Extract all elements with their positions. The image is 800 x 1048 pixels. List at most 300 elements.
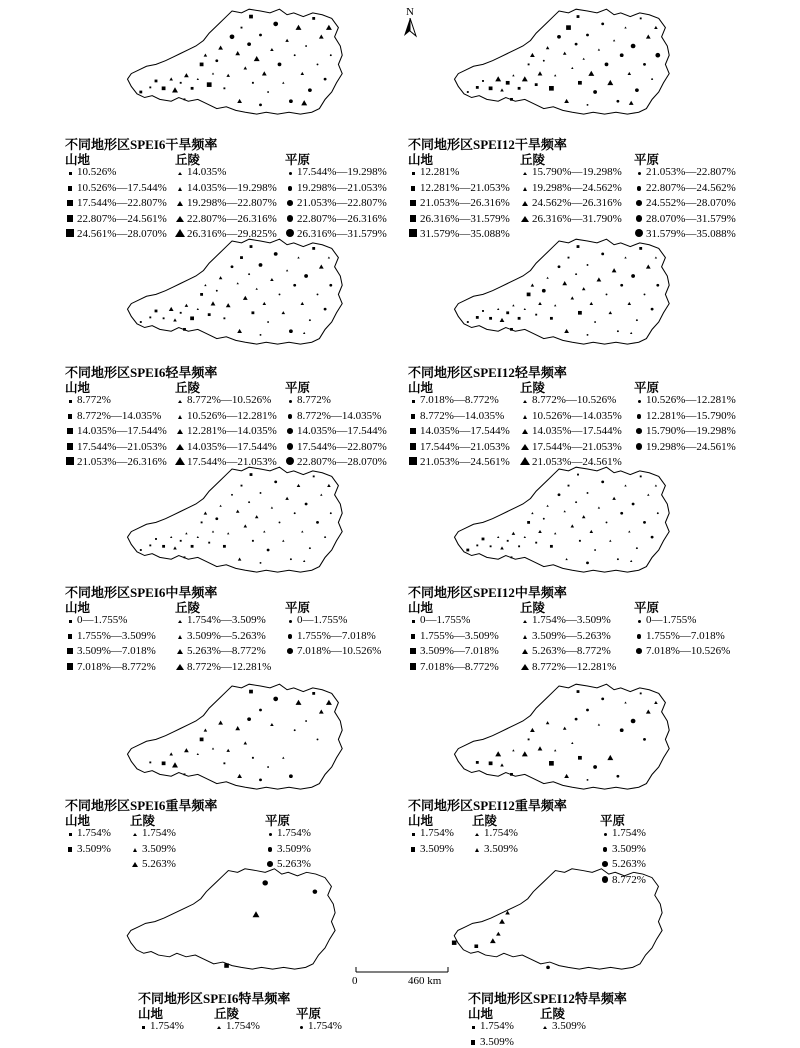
- legend-title-10: 不同地形区SPEI12特旱频率: [468, 991, 627, 1006]
- legend-symbol: [408, 661, 418, 673]
- legend-value: 14.035%—17.544%: [77, 425, 167, 437]
- station-marker: [522, 751, 528, 756]
- station-marker: [223, 317, 225, 319]
- station-marker: [643, 63, 646, 66]
- legend-value: 15.790%—19.298%: [646, 425, 736, 437]
- station-marker: [282, 540, 284, 542]
- legend-circle-icon: [638, 172, 641, 175]
- station-marker: [609, 311, 613, 314]
- station-marker: [226, 749, 230, 752]
- legend-value: 5.263%—8.772%: [187, 645, 266, 657]
- legend-item-plain: [634, 166, 736, 178]
- station-marker: [564, 510, 566, 512]
- legend-item-mountain: [65, 394, 111, 406]
- legend-item-plain: [285, 394, 331, 406]
- station-marker: [204, 511, 208, 514]
- station-marker: [586, 562, 589, 565]
- legend-item-mountain: [65, 425, 167, 437]
- station-marker: [601, 698, 604, 701]
- legend-item-plain: [296, 1020, 342, 1032]
- legend-symbol: [265, 827, 275, 839]
- station-marker: [191, 87, 194, 90]
- legend-item-hill: [175, 630, 266, 642]
- region-outline: [455, 239, 670, 344]
- station-marker: [546, 505, 548, 507]
- station-marker: [579, 540, 581, 542]
- legend-triangle-icon: [178, 620, 182, 623]
- station-marker: [297, 484, 301, 487]
- station-marker: [598, 49, 600, 51]
- station-marker: [598, 507, 600, 509]
- station-marker: [270, 278, 274, 281]
- station-marker: [612, 497, 616, 500]
- legend-header-mountain: 山地: [408, 153, 434, 167]
- legend-value: 31.579%—35.088%: [420, 228, 510, 240]
- legend-triangle-icon: [133, 833, 137, 836]
- legend-symbol: [214, 1020, 224, 1032]
- legend-triangle-icon: [133, 848, 137, 852]
- station-marker: [247, 42, 251, 46]
- legend-item-mountain: [408, 441, 510, 453]
- station-marker: [172, 762, 178, 767]
- legend-square-icon: [66, 457, 74, 465]
- station-marker: [578, 756, 582, 760]
- legend-value: 14.035%—17.544%: [532, 425, 622, 437]
- legend-circle-icon: [287, 200, 293, 206]
- station-marker: [531, 512, 533, 514]
- legend-symbol: [175, 661, 185, 673]
- legend-circle-icon: [286, 457, 294, 465]
- station-marker: [510, 328, 513, 331]
- station-marker: [184, 748, 189, 752]
- station-marker: [260, 492, 262, 494]
- station-marker: [330, 54, 332, 56]
- station-marker: [629, 101, 634, 105]
- legend-symbol: [600, 827, 610, 839]
- station-marker: [476, 86, 479, 89]
- station-marker: [190, 316, 194, 320]
- legend-square-icon: [411, 186, 415, 190]
- legend-square-icon: [410, 663, 417, 670]
- station-marker: [628, 72, 632, 75]
- station-marker: [624, 256, 626, 258]
- station-marker: [482, 310, 484, 312]
- legend-symbol: [408, 645, 418, 657]
- legend-value: 1.754%—3.509%: [532, 614, 611, 626]
- legend-value: 17.544%—19.298%: [297, 166, 387, 178]
- legend-circle-icon: [289, 400, 292, 403]
- region-outline: [455, 9, 670, 114]
- legend-value: 22.807%—26.316%: [297, 212, 387, 225]
- legend-value: 28.070%—31.579%: [646, 212, 736, 225]
- station-marker: [500, 546, 504, 549]
- legend-circle-icon: [637, 186, 641, 190]
- legend-square-icon: [410, 428, 416, 434]
- legend-value: 8.772%—10.526%: [187, 394, 272, 406]
- legend-symbol: [472, 827, 482, 839]
- legend-square-icon: [67, 443, 74, 450]
- legend-item-hill: [520, 661, 616, 673]
- legend-triangle-icon: [176, 216, 184, 222]
- station-marker: [324, 308, 327, 311]
- legend-item-hill: [175, 197, 277, 209]
- station-marker: [285, 497, 289, 500]
- station-marker: [197, 78, 199, 80]
- legend-item-plain: [634, 197, 736, 209]
- legend-value: 3.509%—5.263%: [187, 629, 266, 642]
- legend-item-plain: [265, 858, 311, 870]
- station-marker: [267, 549, 270, 552]
- station-marker: [527, 293, 531, 297]
- legend-value: 0—1.755%: [420, 614, 471, 626]
- legend-value: 5.263%—8.772%: [532, 645, 611, 657]
- station-marker: [565, 558, 567, 560]
- station-marker: [173, 546, 177, 549]
- station-marker: [238, 557, 242, 560]
- station-marker: [184, 773, 186, 775]
- legend-item-plain: [600, 827, 646, 839]
- station-marker: [452, 941, 457, 945]
- legend-triangle-icon: [177, 429, 183, 434]
- station-marker: [639, 247, 642, 250]
- region-outline: [455, 467, 670, 572]
- legend-circle-icon: [268, 847, 272, 851]
- legend-square-icon: [411, 847, 415, 851]
- legend-header-mountain: 山地: [408, 381, 434, 395]
- station-marker: [624, 484, 626, 486]
- station-marker: [309, 547, 311, 549]
- legend-symbol: [65, 394, 75, 406]
- station-marker: [241, 27, 243, 29]
- station-marker: [564, 99, 569, 103]
- legend-circle-icon: [636, 215, 643, 222]
- station-marker: [224, 963, 229, 967]
- legend-header-plain: 平原: [600, 814, 626, 828]
- legend-header-mountain: 山地: [65, 601, 91, 615]
- station-marker: [624, 26, 626, 28]
- station-marker: [227, 532, 229, 534]
- station-marker: [495, 751, 501, 756]
- legend-circle-icon: [603, 847, 607, 851]
- legend-symbol: [408, 394, 418, 406]
- legend-item-hill: [520, 630, 611, 642]
- legend-item-hill: [175, 661, 271, 673]
- station-marker: [231, 494, 233, 496]
- legend-item-hill: [175, 645, 266, 657]
- legend-symbol: [520, 410, 530, 422]
- station-marker: [542, 289, 546, 293]
- station-marker: [180, 82, 182, 84]
- legend-item-mountain: [65, 410, 161, 422]
- station-marker: [282, 757, 284, 759]
- station-marker: [538, 71, 543, 75]
- station-marker: [327, 484, 331, 487]
- station-marker: [582, 515, 586, 518]
- station-marker: [631, 719, 636, 724]
- legend-square-icon: [68, 634, 72, 638]
- legend-item-mountain: [408, 166, 459, 178]
- station-marker: [550, 317, 553, 320]
- station-marker: [568, 257, 570, 259]
- legend-triangle-icon: [523, 635, 527, 639]
- legend-square-icon: [68, 847, 72, 851]
- station-marker: [593, 765, 597, 769]
- legend-value: 22.807%—28.070%: [297, 456, 387, 468]
- legend-square-icon: [69, 620, 72, 623]
- legend-item-mountain: [65, 182, 167, 194]
- legend-item-mountain: [65, 197, 167, 209]
- legend-circle-icon: [638, 620, 641, 623]
- station-marker: [235, 726, 240, 730]
- station-marker: [326, 700, 332, 705]
- station-marker: [538, 302, 542, 305]
- legend-symbol: [175, 441, 185, 453]
- station-marker: [643, 521, 646, 524]
- station-marker: [632, 503, 635, 506]
- station-marker: [249, 15, 253, 19]
- legend-symbol: [130, 827, 140, 839]
- station-marker: [522, 76, 528, 81]
- station-marker: [197, 753, 199, 755]
- station-marker: [260, 562, 262, 564]
- legend-item-plain: [285, 182, 387, 194]
- legend-value: 8.772%: [77, 394, 111, 406]
- station-marker: [577, 15, 580, 18]
- legend-circle-icon: [300, 1026, 303, 1029]
- legend-value: 3.509%: [77, 842, 111, 855]
- station-marker: [474, 944, 478, 948]
- station-marker: [230, 35, 235, 40]
- station-marker: [319, 710, 324, 714]
- station-marker: [593, 90, 597, 94]
- legend-item-hill: [175, 410, 277, 422]
- scale-bar: [356, 967, 448, 972]
- legend-square-icon: [68, 186, 72, 190]
- legend-value: 17.544%—22.807%: [297, 440, 387, 453]
- station-marker: [140, 549, 142, 551]
- legend-symbol: [296, 1020, 306, 1032]
- legend-item-hill: [130, 858, 176, 870]
- legend-item-mountain: [408, 614, 470, 626]
- legend-value: 10.526%—12.281%: [187, 409, 277, 422]
- station-marker: [180, 540, 182, 542]
- station-marker: [575, 43, 578, 46]
- legend-value: 3.509%: [480, 1035, 514, 1048]
- legend-symbol: [408, 197, 418, 209]
- station-marker: [476, 316, 479, 319]
- station-marker: [317, 738, 319, 740]
- station-marker: [301, 302, 305, 305]
- station-marker: [512, 74, 514, 76]
- legend-square-icon: [410, 443, 417, 450]
- legend-symbol: [285, 213, 295, 225]
- legend-item-hill: [175, 213, 277, 225]
- legend-value: 1.754%: [480, 1020, 514, 1032]
- station-marker: [643, 738, 646, 741]
- legend-item-plain: [285, 614, 347, 626]
- legend-item-mountain: [65, 441, 167, 453]
- station-marker: [617, 558, 619, 560]
- legend-symbol: [285, 645, 295, 657]
- station-marker: [646, 35, 651, 39]
- legend-value: 12.281%—14.035%: [187, 425, 277, 437]
- legend-value: 24.561%—28.070%: [77, 228, 167, 240]
- legend-item-mountain: [65, 166, 116, 178]
- station-marker: [255, 515, 259, 518]
- station-marker: [640, 692, 642, 694]
- station-marker: [244, 524, 248, 527]
- legend-header-plain: 平原: [285, 153, 311, 167]
- legend-triangle-icon: [522, 201, 528, 206]
- north-arrow-icon: [400, 18, 420, 38]
- station-marker: [237, 774, 242, 778]
- legend-symbol: [468, 1036, 478, 1048]
- station-marker: [204, 284, 206, 286]
- station-marker: [500, 763, 504, 766]
- station-marker: [654, 26, 658, 29]
- station-marker: [212, 530, 214, 532]
- legend-item-mountain: [65, 827, 111, 839]
- legend-circle-icon: [289, 620, 292, 623]
- legend-symbol: [265, 843, 275, 855]
- legend-value: 1.754%: [277, 827, 311, 839]
- legend-symbol: [65, 213, 75, 225]
- legend-item-mountain: [408, 394, 499, 406]
- legend-value: 17.544%—21.053%: [532, 440, 622, 453]
- station-marker: [169, 307, 174, 311]
- legend-symbol: [65, 182, 75, 194]
- station-marker: [535, 83, 538, 86]
- legend-circle-icon: [269, 833, 272, 836]
- legend-value: 24.552%—28.070%: [646, 197, 736, 209]
- station-marker: [305, 720, 307, 722]
- station-marker: [316, 521, 319, 524]
- station-marker: [543, 60, 545, 62]
- station-marker: [330, 512, 332, 514]
- legend-symbol: [175, 456, 185, 468]
- map-panel-4: [455, 239, 670, 344]
- station-marker: [587, 264, 589, 266]
- station-marker: [243, 296, 248, 300]
- legend-item-hill: [175, 394, 271, 406]
- legend-item-hill: [175, 166, 226, 178]
- north-label: N: [406, 6, 414, 18]
- region-outline: [128, 9, 343, 114]
- map-panel-9: [127, 869, 335, 969]
- station-marker: [607, 755, 613, 760]
- station-marker: [262, 880, 268, 885]
- legend-circle-icon: [637, 414, 641, 418]
- station-marker: [535, 542, 537, 544]
- station-marker: [267, 321, 269, 323]
- station-marker: [279, 293, 281, 295]
- legend-symbol: [520, 661, 530, 673]
- station-marker: [656, 284, 659, 287]
- station-marker: [256, 288, 258, 290]
- legend-item-hill: [130, 843, 176, 855]
- station-marker: [260, 334, 262, 336]
- legend-symbol: [65, 410, 75, 422]
- station-marker: [538, 530, 542, 533]
- station-marker: [482, 80, 484, 82]
- station-marker: [601, 481, 604, 484]
- legend-symbol: [520, 197, 530, 209]
- station-marker: [180, 312, 182, 314]
- station-marker: [495, 76, 501, 81]
- legend-item-plain: [634, 425, 736, 437]
- station-marker: [577, 245, 580, 248]
- station-marker: [587, 779, 589, 781]
- station-marker: [476, 761, 479, 764]
- legend-header-hill: 丘陵: [175, 601, 201, 615]
- station-marker: [482, 538, 485, 541]
- station-marker: [185, 304, 189, 307]
- legend-symbol: [408, 630, 418, 642]
- legend-item-plain: [634, 630, 725, 642]
- station-marker: [223, 545, 226, 548]
- station-marker: [554, 74, 556, 76]
- station-marker: [571, 67, 573, 69]
- legend-circle-icon: [267, 861, 273, 867]
- legend-value: 1.754%: [77, 827, 111, 839]
- legend-header-mountain: 山地: [468, 1007, 494, 1021]
- legend-symbol: [520, 441, 530, 453]
- legend-triangle-icon: [176, 444, 184, 450]
- legend-square-icon: [142, 1026, 145, 1029]
- legend-symbol: [175, 425, 185, 437]
- station-marker: [613, 39, 615, 41]
- legend-item-mountain: [65, 213, 167, 225]
- legend-circle-icon: [287, 443, 294, 450]
- scale-start-label: 0: [352, 975, 358, 987]
- legend-item-plain: [634, 614, 696, 626]
- legend-symbol: [175, 213, 185, 225]
- legend-item-hill: [175, 182, 277, 194]
- legend-symbol: [520, 394, 530, 406]
- station-marker: [606, 521, 608, 523]
- station-marker: [549, 86, 554, 91]
- station-marker: [312, 247, 315, 250]
- legend-symbol: [408, 425, 418, 437]
- station-marker: [636, 319, 638, 321]
- legend-item-mountain: [408, 645, 499, 657]
- station-marker: [219, 505, 221, 507]
- station-marker: [655, 484, 657, 486]
- station-marker: [223, 87, 225, 89]
- legend-triangle-icon: [522, 429, 528, 434]
- station-marker: [155, 310, 158, 313]
- station-marker: [628, 530, 630, 532]
- legend-circle-icon: [636, 648, 642, 654]
- station-marker: [518, 87, 521, 90]
- station-marker: [578, 81, 582, 85]
- station-marker: [489, 317, 492, 320]
- legend-value: 1.755%—3.509%: [420, 629, 499, 642]
- legend-value: 1.754%: [308, 1020, 342, 1032]
- legend-symbol: [65, 441, 75, 453]
- legend-item-mountain: [408, 661, 499, 673]
- station-marker: [309, 319, 311, 321]
- station-marker: [247, 717, 251, 721]
- legend-value: 26.316%—31.790%: [532, 212, 622, 225]
- legend-header-plain: 平原: [285, 601, 311, 615]
- legend-value: 1.754%—3.509%: [187, 614, 266, 626]
- legend-value: 17.544%—21.053%: [187, 456, 277, 468]
- station-marker: [535, 314, 537, 316]
- station-marker: [200, 738, 204, 742]
- legend-header-hill: 丘陵: [175, 381, 201, 395]
- legend-value: 0—1.755%: [77, 614, 128, 626]
